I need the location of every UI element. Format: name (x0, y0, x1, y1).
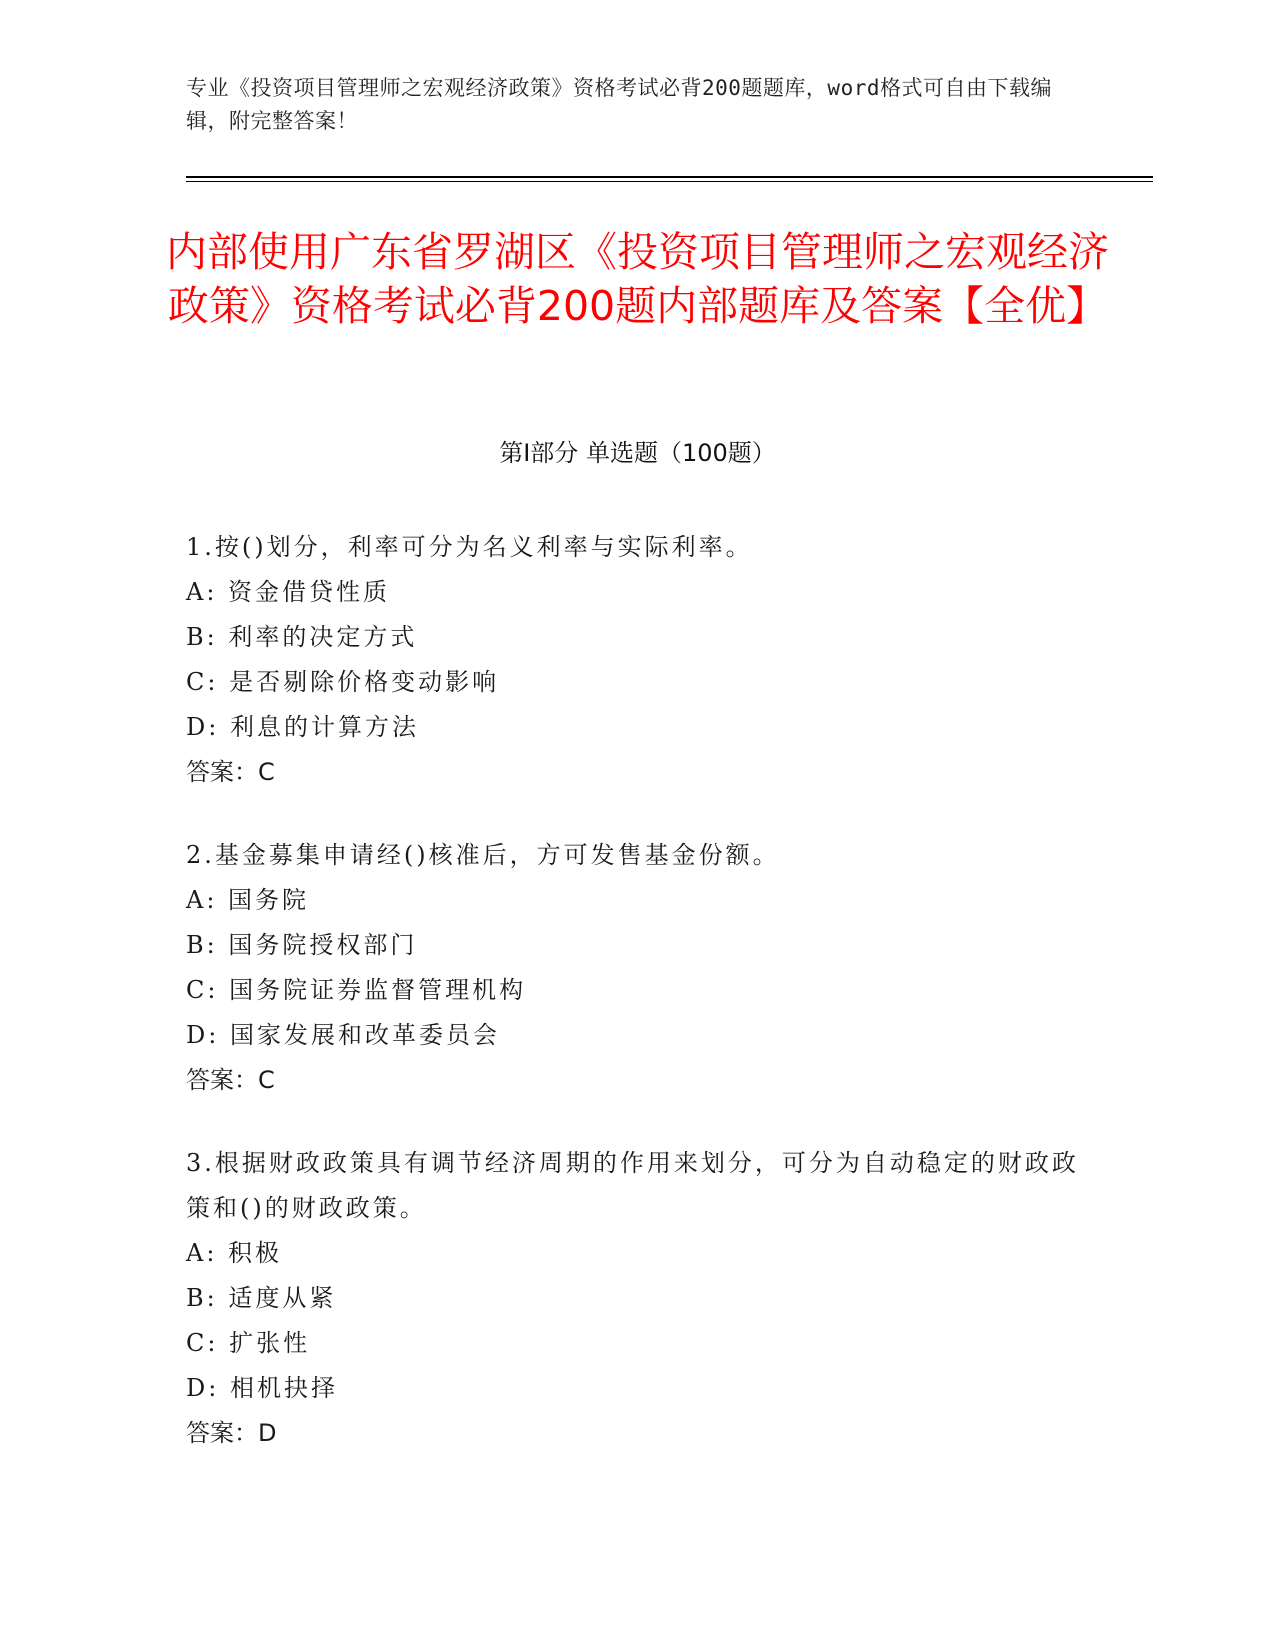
question-stem: 3.根据财政政策具有调节经济周期的作用来划分，可分为自动稳定的财政政策和()的财政政策。 (186, 1149, 1079, 1222)
option-d: D: 相机抉择 (186, 1374, 338, 1402)
option-c: C: 扩张性 (186, 1329, 311, 1357)
option-a: A: 国务院 (186, 886, 310, 914)
option-b: B: 国务院授权部门 (186, 931, 418, 959)
option-b: B: 利率的决定方式 (186, 623, 418, 651)
header-rule-thin (186, 181, 1153, 182)
question-stem: 2.基金募集申请经()核准后，方可发售基金份额。 (186, 841, 780, 869)
question-stem: 1.按()划分，利率可分为名义利率与实际利率。 (186, 533, 753, 561)
option-c: C: 是否剔除价格变动影响 (186, 668, 500, 696)
option-b: B: 适度从紧 (186, 1284, 337, 1312)
header-rule-thick (186, 176, 1153, 178)
option-d: D: 国家发展和改革委员会 (186, 1021, 500, 1049)
question-list (186, 525, 1086, 1494)
question-3 (186, 1141, 1086, 1456)
option-c: C: 国务院证券监督管理机构 (186, 976, 527, 1004)
option-a: A: 资金借贷性质 (186, 578, 391, 606)
document-title: 内部使用广东省罗湖区《投资项目管理师之宏观经济政策》资格考试必背200题内部题库及答案【全优】 (166, 228, 1109, 330)
header-note: 专业《投资项目管理师之宏观经济政策》资格考试必背200题题库，word格式可自由下载编辑，附完整答案！ (186, 76, 1052, 133)
question-1 (186, 525, 1086, 795)
option-d: D: 利息的计算方法 (186, 713, 419, 741)
option-a: A: 积极 (186, 1239, 283, 1267)
answer: 答案：C (186, 1066, 275, 1094)
section-title: 第Ⅰ部分 单选题（100题） (499, 439, 776, 467)
answer: 答案：D (186, 1419, 277, 1447)
question-2 (186, 833, 1086, 1103)
answer: 答案：C (186, 758, 275, 786)
